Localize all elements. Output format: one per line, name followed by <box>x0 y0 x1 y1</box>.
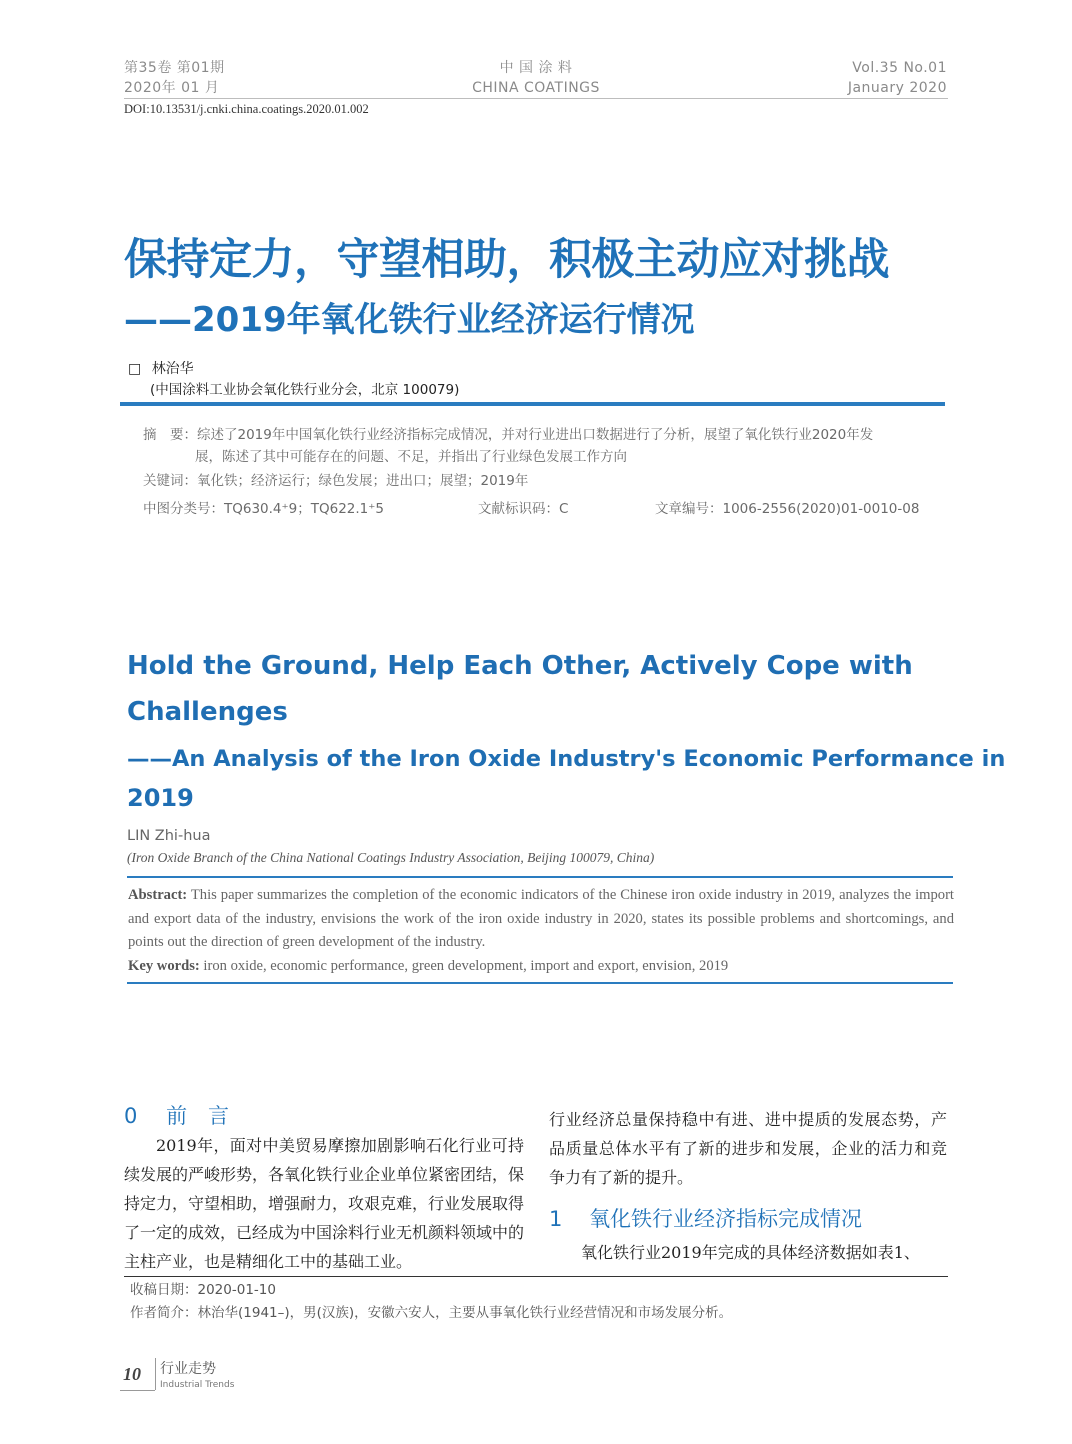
section0-heading <box>124 1100 229 1130</box>
keywords-en-text: iron oxide, economic performance, green development, import and export, envision, 2019 <box>203 958 729 974</box>
page-number: 10 <box>123 1364 141 1384</box>
abstract-cn-line1 <box>143 424 873 446</box>
title-en-line3: ——An Analysis of the Iron Oxide Industry's Economic Performance in <box>127 746 1006 772</box>
right-col-body: 行业经济总量保持稳中有进、进中提质的发展态势，产品质量总体水平有了新的进步和发展，企业的活力和竞争力有了新的提升。 <box>549 1110 947 1187</box>
author-name-en: LIN Zhi-hua <box>127 828 211 844</box>
footnote-rule <box>124 1276 948 1277</box>
footer-section-en: Industrial Trends <box>160 1380 235 1390</box>
section1-body: 氧化铁行业2019年完成的具体经济数据如表1、 <box>581 1243 920 1262</box>
title-cn-sub: ——2019年氧化铁行业经济运行情况 <box>124 300 695 340</box>
clc-number: 中图分类号：TQ630.4⁺9；TQ622.1⁺5 <box>143 501 384 517</box>
author-name-cn: 林治华 <box>151 361 194 377</box>
section0-title: 前 言 <box>166 1104 230 1128</box>
keywords-cn: 关键词：氧化铁；经济运行；绿色发展；进出口；展望；2019年 <box>143 473 529 489</box>
footer-section-cn: 行业走势 <box>160 1361 216 1377</box>
header-date-en: January 2020 <box>847 80 947 96</box>
author-bio: 作者简介：林治华(1941–)，男(汉族)，安徽六安人，主要从事氧化铁行业经营情况和市场发展分析。 <box>130 1305 733 1321</box>
received-date: 收稿日期：2020-01-10 <box>130 1282 276 1298</box>
author-affiliation-en: (Iron Oxide Branch of the China National Coatings Industry Association, Beijing 100079, China) <box>127 850 655 865</box>
abstract-en-label: Abstract: <box>128 887 188 903</box>
section1-title: 氧化铁行业经济指标完成情况 <box>589 1207 863 1231</box>
footer-divider <box>155 1358 156 1390</box>
article-number: 文章编号：1006-2556(2020)01-0010-08 <box>655 501 920 517</box>
doi: DOI:10.13531/j.cnki.china.coatings.2020.01.002 <box>124 102 369 116</box>
section0-number: 0 <box>124 1104 138 1128</box>
page-number-box <box>120 1360 155 1391</box>
abstract-en-text: This paper summarizes the completion of the economic indicators of the Chinese iron oxide industry in 2019, analyzes the import and export data of the industry, envisions the work of the iron oxide industry in 2020, states its possible problems and shortcomings, and points out the direction of green development of the industry. <box>128 887 954 950</box>
title-cn-main: 保持定力，守望相助，积极主动应对挑战 <box>124 235 889 285</box>
document-code: 文献标识码：C <box>478 501 569 517</box>
section1-number: 1 <box>549 1207 563 1231</box>
keywords-en-label: Key words: <box>128 958 200 974</box>
title-rule <box>120 402 945 406</box>
section1-heading <box>549 1203 862 1233</box>
abstract-bottom-rule <box>127 982 953 984</box>
header-journal-en: CHINA COATINGS <box>472 80 600 96</box>
header-volume-cn: 第35卷 第01期 <box>124 60 225 76</box>
header-rule <box>124 98 948 99</box>
abstract-cn-text1: 综述了2019年中国氧化铁行业经济指标完成情况，并对行业进出口数据进行了分析，展望了氧化铁行业2020年发 <box>197 427 874 443</box>
header-volume-en: Vol.35 No.01 <box>852 60 947 76</box>
author-cn <box>128 359 194 379</box>
abstract-cn-label: 摘 要： <box>143 427 197 443</box>
author-affiliation-cn: (中国涂料工业协会氧化铁行业分会，北京 100079) <box>150 382 460 398</box>
abstract-cn-line2: 展，陈述了其中可能存在的问题、不足，并指出了行业绿色发展工作方向 <box>195 449 627 465</box>
header-journal-cn: 中 国 涂 料 <box>499 60 573 76</box>
title-en-line1: Hold the Ground, Help Each Other, Actively Cope with <box>127 651 913 681</box>
title-en-line4: 2019 <box>127 784 194 812</box>
author-marker: □ <box>128 361 142 377</box>
title-en-line2: Challenges <box>127 697 288 727</box>
abstract-en <box>128 884 954 955</box>
section0-body: 2019年，面对中美贸易摩擦加剧影响石化行业可持续发展的严峻形势，各氧化铁行业企业单位紧密团结，保持定力，守望相助，增强耐力，攻艰克难，行业发展取得了一定的成效，已经成为中国涂料行业无机颜料领域中的主柱产业，也是精细化工中的基础工业。 <box>124 1136 525 1271</box>
keywords-en <box>128 955 728 979</box>
header-date-cn: 2020年 01 月 <box>124 80 220 96</box>
abstract-top-rule <box>127 876 953 878</box>
